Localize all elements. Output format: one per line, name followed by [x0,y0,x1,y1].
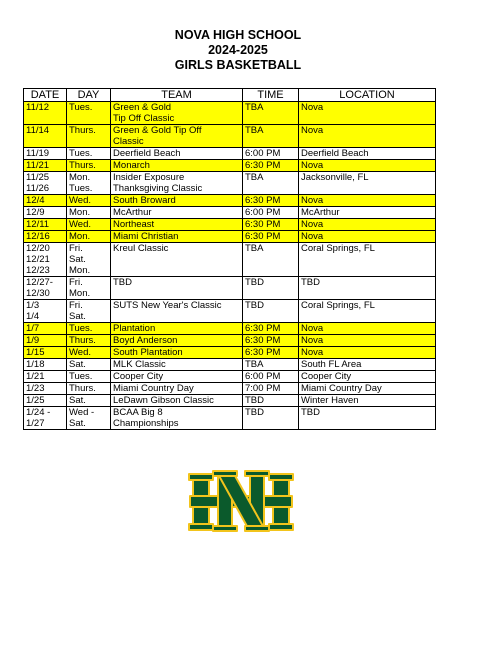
cell-time: TBA [243,172,299,195]
schedule-body [24,102,436,430]
season-years: 2024-2025 [208,43,268,57]
cell-time: 6:00 PM [243,371,299,383]
cell-team: Kreul Classic [111,243,243,277]
cell-time: 6:30 PM [243,335,299,347]
cell-team: MLK Classic [111,359,243,371]
cell-date: 11/21 [24,160,67,172]
document-header [0,28,470,73]
table-row [24,359,436,371]
table-row [24,323,436,335]
table-row [24,277,436,300]
cell-day: Fri. Sat. Mon. [67,243,111,277]
cell-location: McArthur [299,207,436,219]
cell-team: Green & Gold Tip Off Classic [111,125,243,148]
cell-location: Deerfield Beach [299,148,436,160]
cell-time: TBA [243,243,299,277]
cell-team: South Broward [111,195,243,207]
cell-day: Thurs. [67,383,111,395]
cell-day: Tues. [67,102,111,125]
cell-location: Miami Country Day [299,383,436,395]
table-row [24,102,436,125]
cell-team: Boyd Anderson [111,335,243,347]
school-name: NOVA HIGH SCHOOL [174,28,302,42]
cell-team: McArthur [111,207,243,219]
cell-day: Tues. [67,148,111,160]
cell-day: Wed. [67,219,111,231]
cell-team: South Plantation [111,347,243,359]
table-row [24,195,436,207]
cell-day: Tues. [67,371,111,383]
table-row [24,148,436,160]
table-row [24,172,436,195]
cell-location: Nova [299,219,436,231]
table-row [24,371,436,383]
cell-day: Thurs. [67,125,111,148]
cell-location: Jacksonville, FL [299,172,436,195]
table-row [24,219,436,231]
cell-team: BCAA Big 8 Championships [111,407,243,430]
column-header-time: TIME [243,89,299,102]
cell-day: Mon. Tues. [67,172,111,195]
cell-time: TBD [243,300,299,323]
table-row [24,300,436,323]
table-row [24,125,436,148]
table-row [24,335,436,347]
cell-time: 6:30 PM [243,219,299,231]
cell-time: 6:30 PM [243,195,299,207]
cell-date: 12/27- 12/30 [24,277,67,300]
cell-team: Green & Gold Tip Off Classic [111,102,243,125]
cell-date: 1/7 [24,323,67,335]
cell-day: Sat. [67,395,111,407]
cell-time: TBD [243,407,299,430]
cell-time: TBD [243,277,299,300]
cell-location: South FL Area [299,359,436,371]
cell-day: Fri. Sat. [67,300,111,323]
cell-time: TBA [243,102,299,125]
table-row [24,207,436,219]
cell-day: Mon. [67,207,111,219]
cell-date: 1/3 1/4 [24,300,67,323]
cell-date: 1/18 [24,359,67,371]
cell-time: 6:30 PM [243,231,299,243]
cell-location: Nova [299,335,436,347]
table-row [24,347,436,359]
cell-team: LeDawn Gibson Classic [111,395,243,407]
schedule-header-row [24,89,436,102]
cell-location: Coral Springs, FL [299,243,436,277]
cell-location: Winter Haven [299,395,436,407]
table-row [24,243,436,277]
cell-day: Thurs. [67,160,111,172]
cell-team: SUTS New Year's Classic [111,300,243,323]
cell-date: 11/19 [24,148,67,160]
cell-date: 12/20 12/21 12/23 [24,243,67,277]
cell-location: Nova [299,195,436,207]
cell-location: Nova [299,323,436,335]
cell-time: 6:00 PM [243,148,299,160]
cell-date: 1/24 - 1/27 [24,407,67,430]
cell-date: 1/9 [24,335,67,347]
table-row [24,231,436,243]
cell-time: 6:30 PM [243,160,299,172]
cell-time: 6:30 PM [243,347,299,359]
cell-location: TBD [299,277,436,300]
program-title: GIRLS BASKETBALL [174,58,302,72]
cell-day: Fri. Mon. [67,277,111,300]
nova-nh-monogram-icon [188,470,294,532]
cell-team: Insider Exposure Thanksgiving Classic [111,172,243,195]
cell-team: Plantation [111,323,243,335]
column-header-day: DAY [67,89,111,102]
cell-location: Coral Springs, FL [299,300,436,323]
cell-day: Sat. [67,359,111,371]
cell-date: 12/4 [24,195,67,207]
cell-team: Miami Country Day [111,383,243,395]
cell-team: TBD [111,277,243,300]
cell-day: Wed. [67,347,111,359]
cell-time: TBD [243,395,299,407]
cell-date: 12/9 [24,207,67,219]
cell-day: Mon. [67,231,111,243]
cell-date: 1/21 [24,371,67,383]
cell-location: Nova [299,231,436,243]
cell-date: 12/11 [24,219,67,231]
cell-time: 6:00 PM [243,207,299,219]
cell-location: Cooper City [299,371,436,383]
cell-team: Deerfield Beach [111,148,243,160]
cell-location: Nova [299,347,436,359]
cell-time: TBA [243,359,299,371]
cell-team: Monarch [111,160,243,172]
cell-location: Nova [299,102,436,125]
schedule-table [23,88,436,430]
cell-date: 1/15 [24,347,67,359]
column-header-location: LOCATION [299,89,436,102]
cell-date: 12/16 [24,231,67,243]
table-row [24,383,436,395]
cell-location: TBD [299,407,436,430]
cell-date: 1/25 [24,395,67,407]
column-header-date: DATE [24,89,67,102]
cell-time: 6:30 PM [243,323,299,335]
table-row [24,160,436,172]
table-row [24,395,436,407]
cell-date: 11/14 [24,125,67,148]
table-row [24,407,436,430]
cell-team: Northeast [111,219,243,231]
cell-day: Wed - Sat. [67,407,111,430]
cell-team: Miami Christian [111,231,243,243]
cell-date: 11/25 11/26 [24,172,67,195]
cell-location: Nova [299,125,436,148]
cell-date: 1/23 [24,383,67,395]
cell-day: Tues. [67,323,111,335]
cell-date: 11/12 [24,102,67,125]
cell-team: Cooper City [111,371,243,383]
cell-location: Nova [299,160,436,172]
cell-time: TBA [243,125,299,148]
column-header-team: TEAM [111,89,243,102]
cell-time: 7:00 PM [243,383,299,395]
cell-day: Wed. [67,195,111,207]
cell-day: Thurs. [67,335,111,347]
